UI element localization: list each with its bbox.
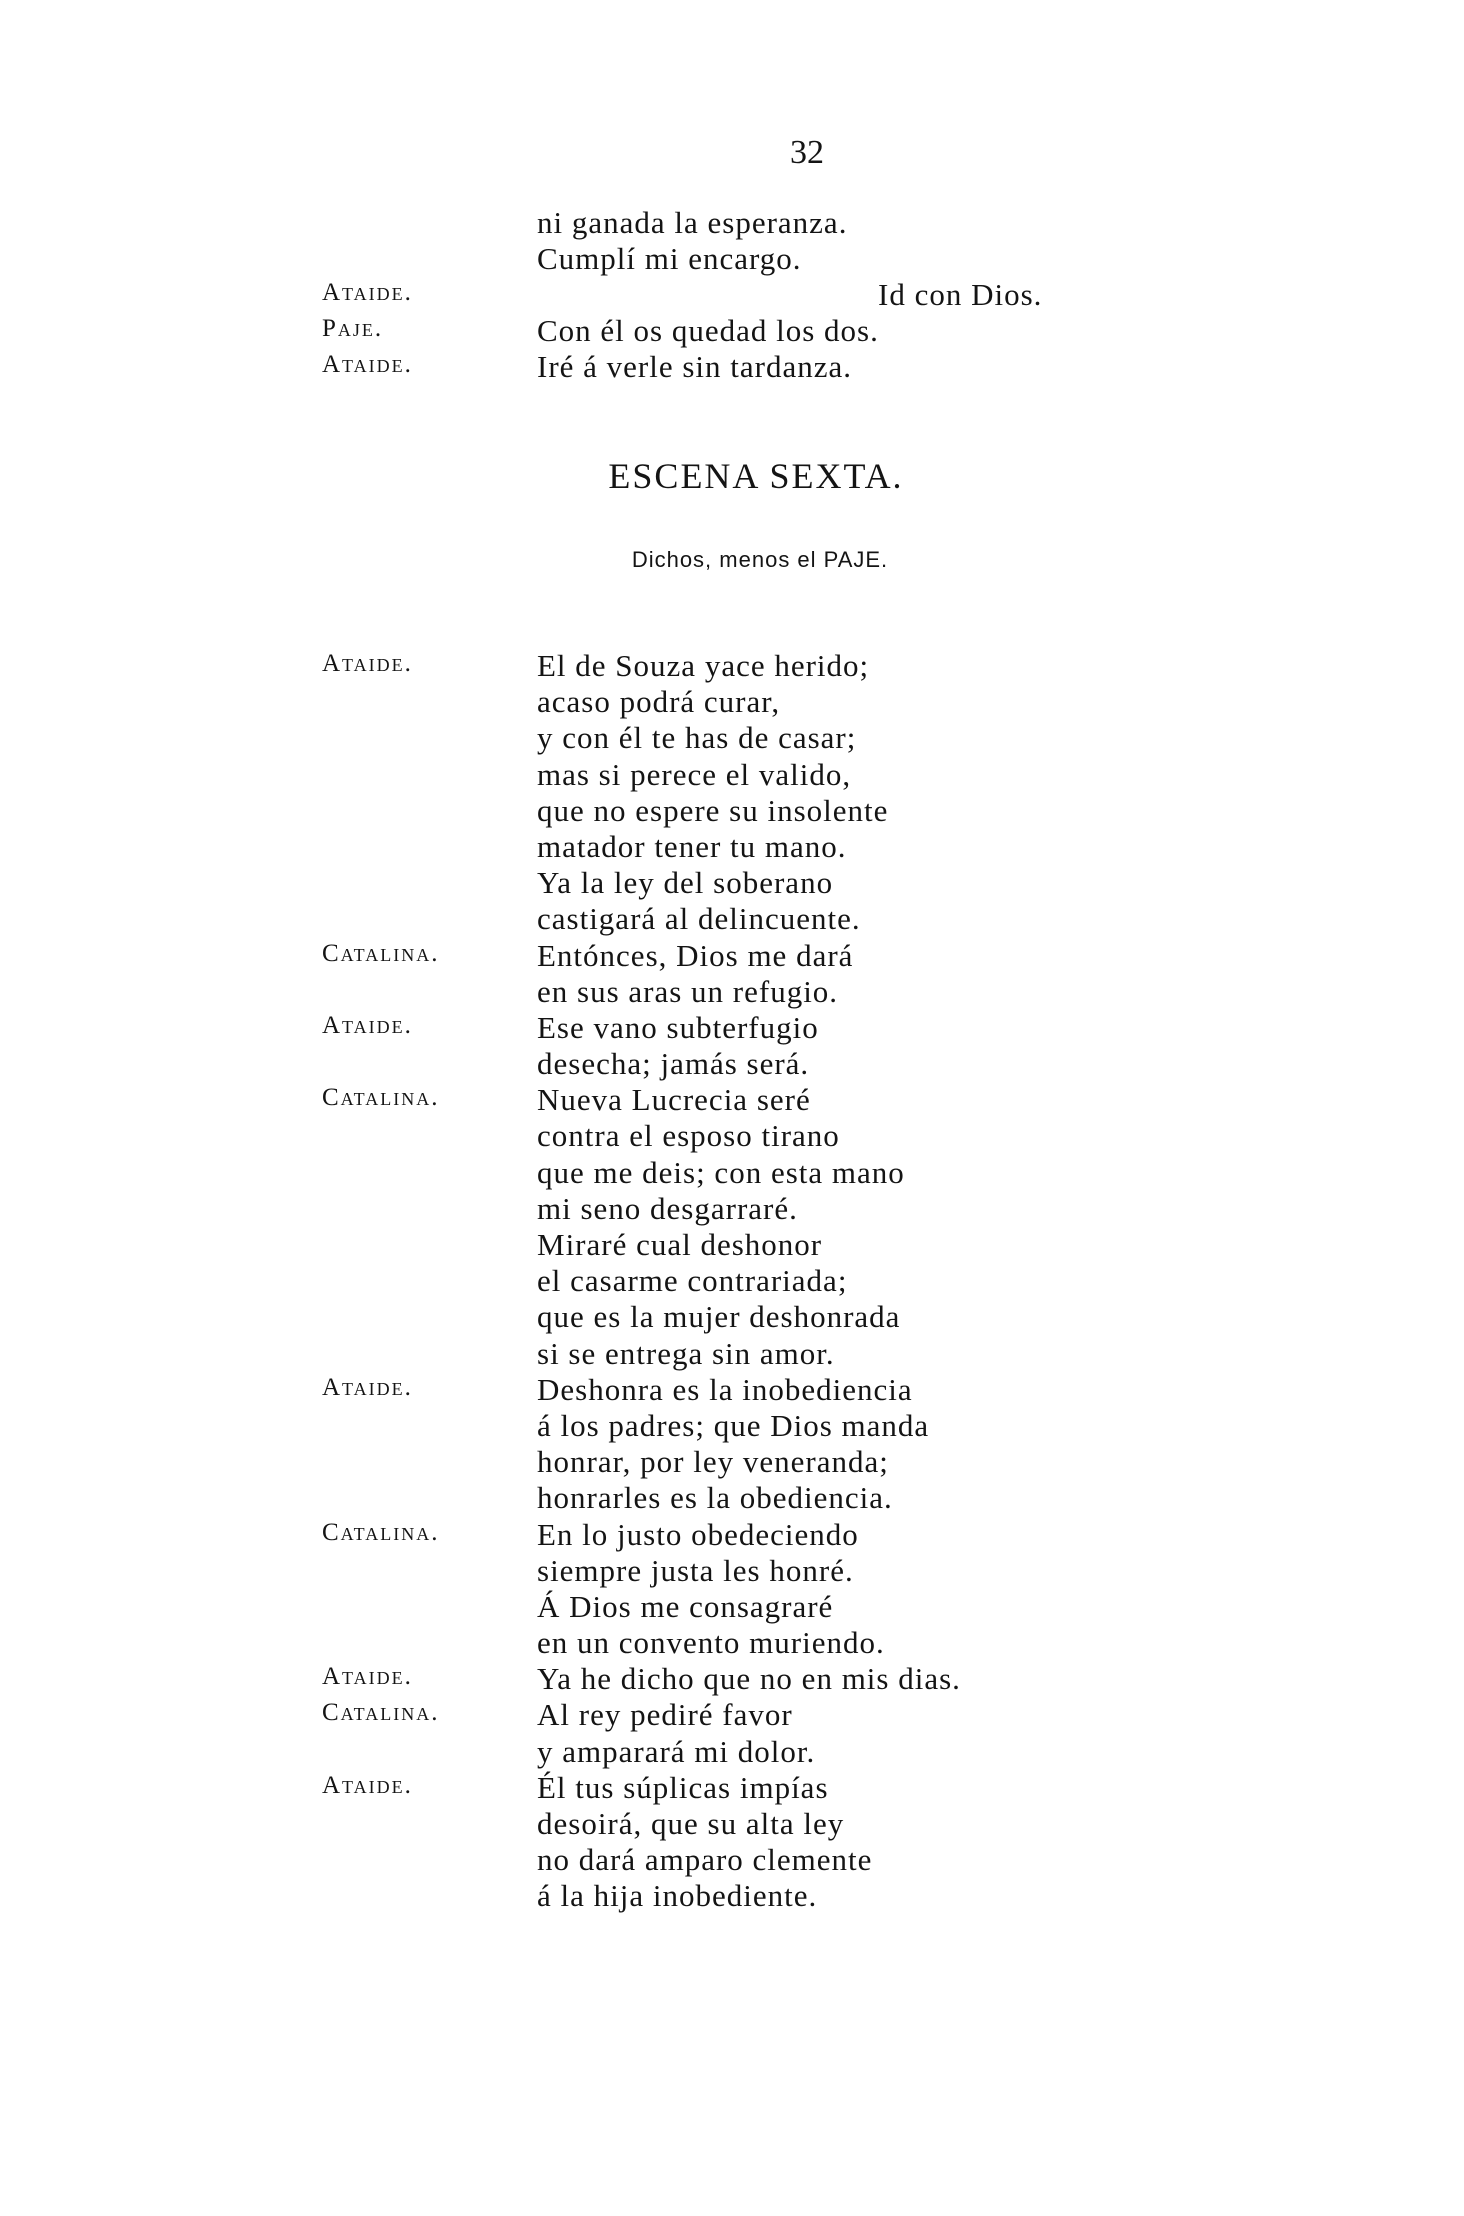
verse-text: Id con Dios. xyxy=(878,277,1043,312)
verse-text: Ya la ley del soberano xyxy=(537,865,834,901)
verse-text: Iré á verle sin tardanza. xyxy=(537,349,853,384)
speaker-name: Ataide. xyxy=(322,1373,413,1401)
verse-line xyxy=(0,1299,1464,1335)
verse-text: que es la mujer deshonrada xyxy=(537,1299,901,1335)
verse-text: Cumplí mi encargo. xyxy=(537,241,802,276)
verse-line xyxy=(0,901,1464,937)
verse-text: desecha; jamás será. xyxy=(537,1046,810,1082)
verse-text: que me deis; con esta mano xyxy=(537,1154,905,1190)
verse-line xyxy=(0,1589,1464,1625)
verse-text: contra el esposo tirano xyxy=(537,1118,840,1154)
speaker-name: Ataide. xyxy=(322,650,413,677)
verse-text: Ese vano subterfugio xyxy=(537,1009,819,1045)
verse-line xyxy=(0,865,1464,901)
verse-text: honrar, por ley veneranda; xyxy=(537,1444,889,1480)
speaker-name: Ataide. xyxy=(322,351,413,378)
verse-text: Miraré cual deshonor xyxy=(537,1227,823,1262)
verse-line xyxy=(0,793,1464,829)
verse-line xyxy=(0,349,1464,385)
verse-line xyxy=(0,1661,1464,1697)
verse-text: castigará al delincuente. xyxy=(537,901,861,937)
verse-line xyxy=(0,205,1464,241)
verse-line xyxy=(0,938,1464,974)
verse-line xyxy=(0,1408,1464,1444)
speaker-name: Ataide. xyxy=(322,279,413,306)
verse-line xyxy=(0,1191,1464,1227)
verse-text: Nueva Lucrecia seré xyxy=(537,1082,811,1118)
speaker-name: Catalina. xyxy=(322,1699,440,1727)
verse-line xyxy=(0,1878,1464,1914)
stage-direction: Dichos, menos el PAJE. xyxy=(631,547,889,572)
verse-text: si se entrega sin amor. xyxy=(537,1335,835,1371)
verse-line xyxy=(0,1480,1464,1516)
verse-text: en un convento muriendo. xyxy=(537,1625,885,1661)
verse-line xyxy=(0,241,1464,277)
page-number: 32 xyxy=(790,134,824,171)
verse-line xyxy=(0,1010,1464,1046)
dialogue-block xyxy=(0,648,1464,1915)
verse-text: no dará amparo clemente xyxy=(537,1842,873,1878)
verse-line xyxy=(0,1227,1464,1263)
verse-line xyxy=(0,1770,1464,1806)
verse-line xyxy=(0,277,1464,313)
verse-line xyxy=(0,648,1464,684)
verse-text: á los padres; que Dios manda xyxy=(537,1407,930,1443)
verse-text: Él tus súplicas impías xyxy=(537,1769,829,1805)
verse-line xyxy=(0,829,1464,865)
verse-text: En lo justo obedeciendo xyxy=(537,1516,859,1552)
verse-line xyxy=(0,757,1464,793)
verse-line xyxy=(0,1697,1464,1733)
speaker-name: Catalina. xyxy=(322,1084,440,1112)
verse-line xyxy=(0,684,1464,720)
verse-text: mas si perece el valido, xyxy=(537,756,852,792)
verse-line xyxy=(0,313,1464,349)
speaker-name: Catalina. xyxy=(322,939,440,967)
verse-text: El de Souza yace herido; xyxy=(537,648,870,683)
verse-line xyxy=(0,1734,1464,1770)
verse-text: Deshonra es la inobediencia xyxy=(537,1371,913,1407)
verse-text: que no espere su insolente xyxy=(537,792,889,828)
verse-line xyxy=(0,1372,1464,1408)
verse-text: en sus aras un refugio. xyxy=(537,973,839,1009)
verse-text: matador tener tu mano. xyxy=(537,828,847,864)
verse-text: á la hija inobediente. xyxy=(537,1878,818,1914)
speaker-name: Catalina. xyxy=(322,1518,440,1546)
speaker-name: Ataide. xyxy=(322,1663,413,1691)
speaker-name: Paje. xyxy=(322,315,384,342)
verse-text: honrarles es la obediencia. xyxy=(537,1480,893,1516)
verse-line xyxy=(0,1553,1464,1589)
verse-text: acaso podrá curar, xyxy=(537,684,781,720)
verse-line xyxy=(0,1517,1464,1553)
verse-line xyxy=(0,1842,1464,1878)
verse-line xyxy=(0,1082,1464,1118)
verse-line xyxy=(0,1263,1464,1299)
verse-line xyxy=(0,1625,1464,1661)
scene-heading: ESCENA SEXTA. xyxy=(608,456,904,496)
verse-text: siempre justa les honré. xyxy=(537,1552,854,1588)
verse-text: Con él os quedad los dos. xyxy=(537,313,879,348)
verse-text: mi seno desgarraré. xyxy=(537,1190,798,1226)
verse-text: y amparará mi dolor. xyxy=(537,1733,816,1769)
verse-text: desoirá, que su alta ley xyxy=(537,1806,845,1841)
verse-text: y con él te has de casar; xyxy=(537,720,857,756)
verse-text: ni ganada la esperanza. xyxy=(537,205,848,240)
verse-line xyxy=(0,1806,1464,1842)
verse-line xyxy=(0,1336,1464,1372)
verse-line xyxy=(0,974,1464,1010)
verse-text: Á Dios me consagraré xyxy=(537,1588,834,1624)
opening-verse-block xyxy=(0,205,1464,385)
verse-line xyxy=(0,1118,1464,1154)
verse-text: Entónces, Dios me dará xyxy=(537,937,854,973)
verse-line xyxy=(0,720,1464,756)
speaker-name: Ataide. xyxy=(322,1011,413,1039)
speaker-name: Ataide. xyxy=(322,1771,413,1799)
verse-line xyxy=(0,1444,1464,1480)
verse-line xyxy=(0,1155,1464,1191)
verse-line xyxy=(0,1046,1464,1082)
verse-text: el casarme contrariada; xyxy=(537,1263,848,1299)
verse-text: Al rey pediré favor xyxy=(537,1697,793,1733)
verse-text: Ya he dicho que no en mis dias. xyxy=(537,1661,961,1697)
